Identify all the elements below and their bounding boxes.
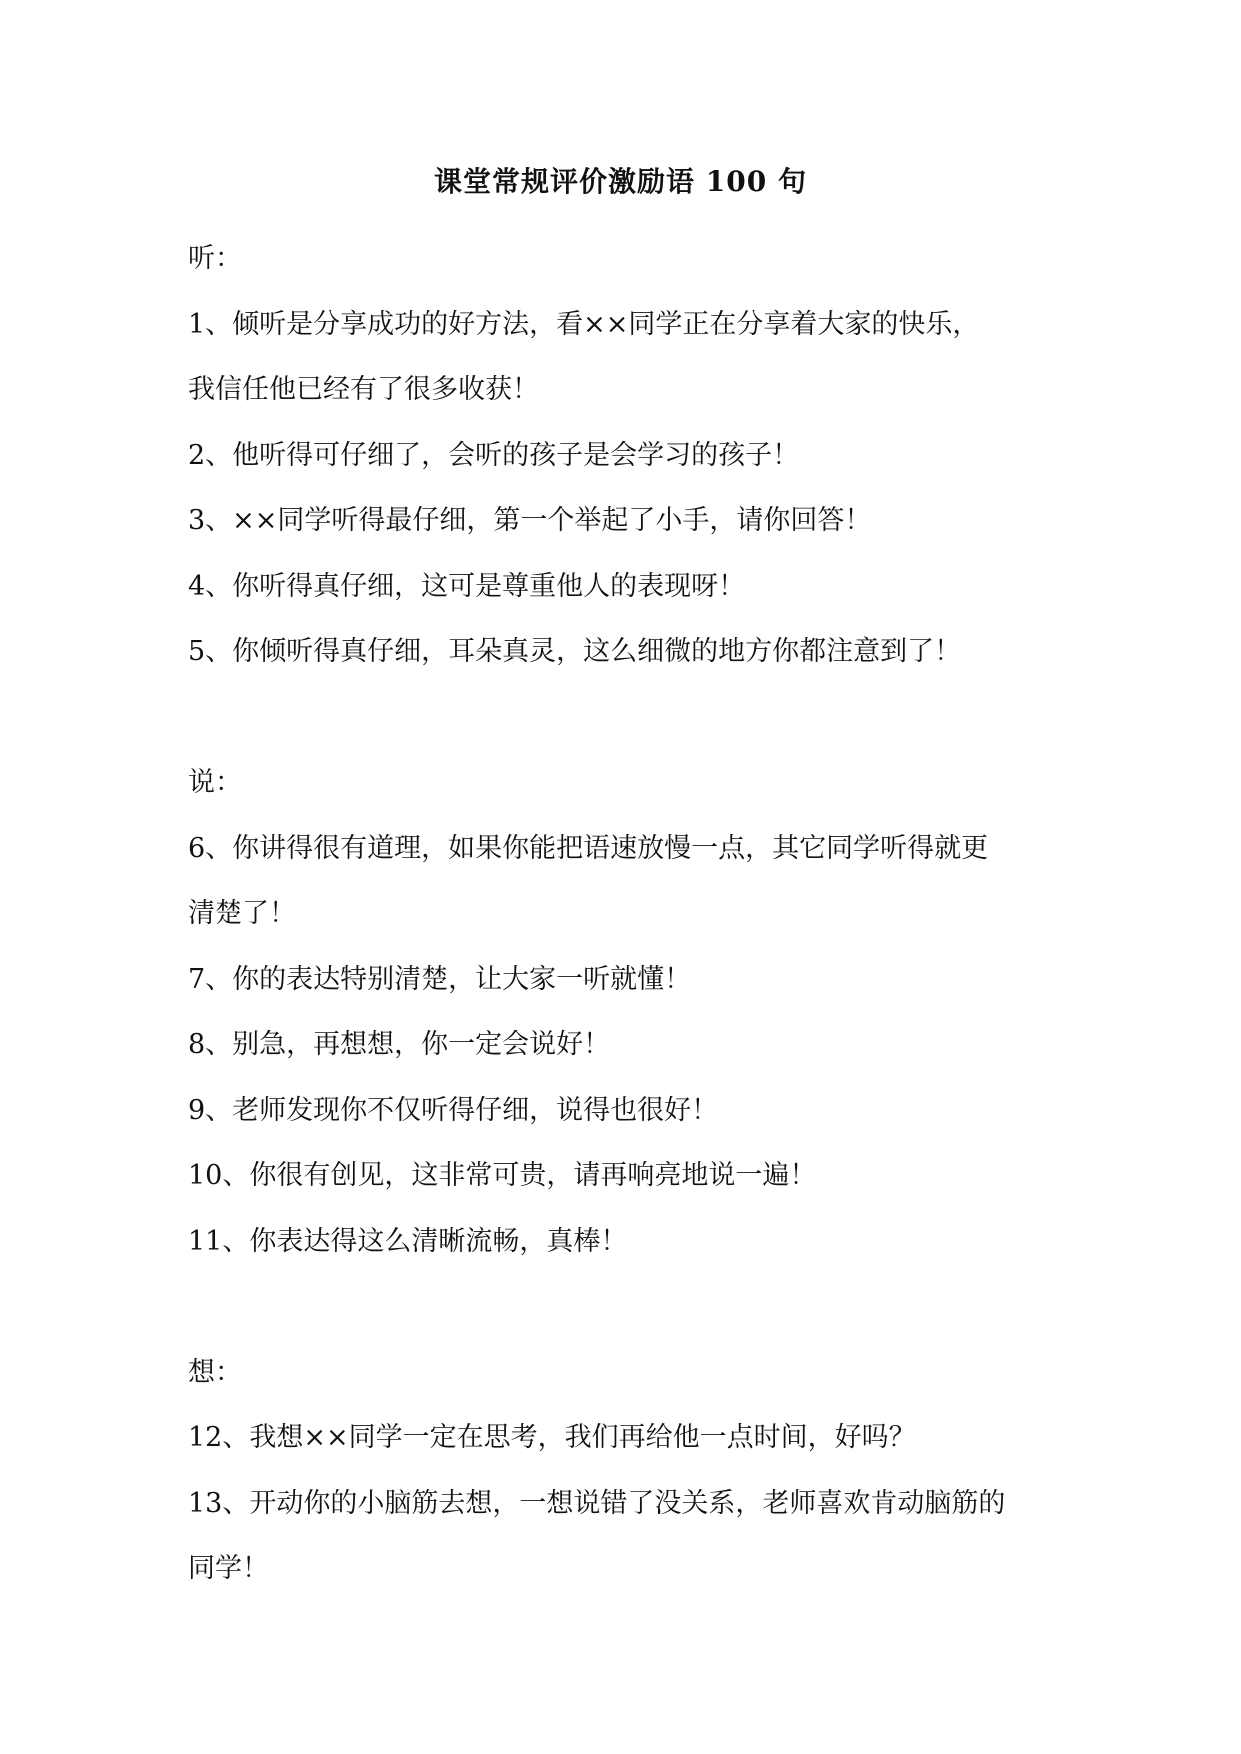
list-item: 8、别急，再想想，你一定会说好！ [188,1029,611,1060]
list-item: 7、你的表达特别清楚，让大家一听就懂！ [188,963,692,995]
list-item: 1、倾听是分享成功的好方法，看××同学正在分享着大家的快乐， [188,308,980,340]
list-item: 3、××同学听得最仔细，第一个举起了小手，请你回答！ [188,505,872,536]
list-item: 12、我想××同学一定在思考，我们再给他一点时间，好吗？ [188,1422,916,1453]
list-item: 4、你听得真仔细，这可是尊重他人的表现呀！ [188,570,746,602]
list-item: 6、你讲得很有道理，如果你能把语速放慢一点，其它同学听得就更 [188,832,989,864]
section-heading-listen: 听： [188,243,242,274]
section-spacer [188,685,1068,751]
section-heading-think: 想： [188,1356,242,1388]
list-item: 2、他听得可仔细了，会听的孩子是会学习的孩子！ [188,439,800,471]
list-item: 9、老师发现你不仅听得仔细，说得也很好！ [188,1094,719,1126]
list-item: 同学！ [188,1553,269,1584]
list-item: 11、你表达得这么清晰流畅，真棒！ [188,1225,628,1257]
list-item: 10、你很有创见，这非常可贵，请再响亮地说一遍！ [188,1160,817,1191]
page-title: 课堂常规评价激励语 100 句 [434,165,807,198]
document-body [188,226,1068,1602]
section-listen [188,226,1068,685]
section-speak [188,750,1068,1274]
list-item: 13、开动你的小脑筋去想，一想说错了没关系，老师喜欢肯动脑筋的 [188,1487,1006,1519]
list-item: 清楚了！ [188,898,296,929]
section-heading-speak: 说： [188,767,242,798]
list-item: 5、你倾听得真仔细，耳朵真灵，这么细微的地方你都注意到了！ [188,636,962,667]
section-spacer [188,1274,1068,1340]
section-think [188,1340,1068,1602]
list-item: 我信任他已经有了很多收获！ [188,374,539,405]
